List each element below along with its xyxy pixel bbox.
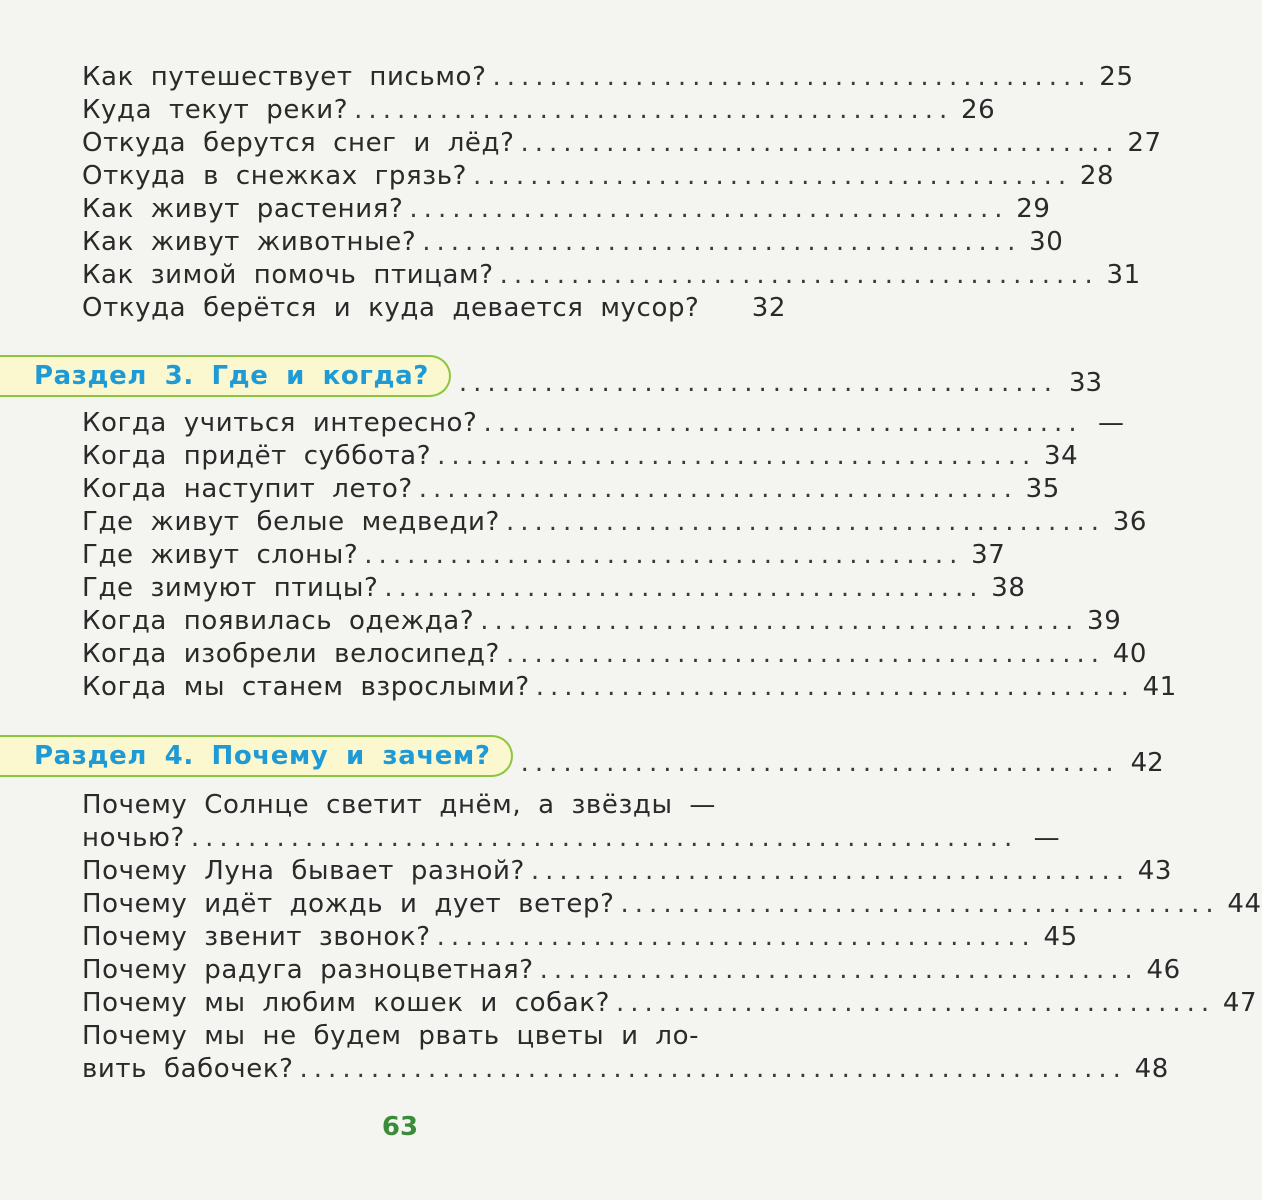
toc-leader-dots: .......................................... xyxy=(505,639,1106,669)
toc-leader-dots: .......................................... xyxy=(409,194,1009,224)
toc-entry-title: Когда учиться интересно? xyxy=(82,408,478,438)
toc-entry-page: 34 xyxy=(1043,441,1079,471)
toc-leader-dots: .......................................... xyxy=(616,988,1216,1018)
toc-entry-title: Почему мы любим кошек и собак? xyxy=(82,988,611,1018)
toc-entry-title: Когда мы станем взрослыми? xyxy=(82,672,530,702)
section-3-page: 33 xyxy=(1068,368,1103,398)
toc-entry[interactable] xyxy=(82,635,1148,669)
toc-entry-page: 35 xyxy=(1025,474,1060,504)
toc-leader-dots: .......................................... xyxy=(436,922,1036,952)
section-3-heading[interactable] xyxy=(0,354,1103,398)
toc-entry-page: 27 xyxy=(1127,128,1162,158)
toc-entry-title: Где зимуют птицы? xyxy=(82,573,379,603)
section-4-title: Раздел 4. Почему и зачем? xyxy=(0,735,513,777)
page-number: 63 xyxy=(381,1112,419,1142)
toc-entry-page: 40 xyxy=(1112,639,1148,669)
toc-entry-page: 48 xyxy=(1134,1054,1169,1084)
toc-entry-page: 32 xyxy=(751,293,786,323)
toc-entry[interactable] xyxy=(82,786,786,820)
toc-entry-page: 43 xyxy=(1137,856,1173,886)
toc-entry-page: 26 xyxy=(961,95,996,125)
toc-entry-title: Когда придёт суббота? xyxy=(82,441,432,471)
toc-entry[interactable] xyxy=(82,91,996,125)
toc-leader-dots: .......................................... xyxy=(499,260,1099,290)
toc-entry[interactable] xyxy=(82,885,1262,919)
toc-entry-page: 30 xyxy=(1029,227,1064,257)
toc-entry-page: — xyxy=(1033,823,1061,853)
toc-entry-page: 39 xyxy=(1087,606,1122,636)
toc-entry-title: Куда текут реки? xyxy=(82,95,349,125)
toc-entry[interactable] xyxy=(82,256,1141,290)
toc-leader-dots: .......................................... xyxy=(458,368,1059,398)
toc-entry-title: Где живут белые медведи? xyxy=(82,507,500,537)
toc-entry-title: Как живут животные? xyxy=(82,227,417,257)
toc-entry-title: Когда появилась одежда? xyxy=(82,606,475,636)
toc-leader-dots: .......................................... xyxy=(418,474,1018,504)
toc-entry-title: Как живут растения? xyxy=(82,194,404,224)
toc-entry[interactable] xyxy=(82,1050,1169,1084)
toc-entry-page: 25 xyxy=(1099,62,1134,92)
toc-entry[interactable] xyxy=(82,223,1064,257)
toc-leader-dots: .......................................... xyxy=(535,672,1135,702)
toc-entry[interactable] xyxy=(82,951,1181,985)
toc-entry-title: Почему идёт дождь и дует ветер? xyxy=(82,889,615,919)
toc-leader-dots: .......................................... xyxy=(364,540,964,570)
toc-entry-page: 28 xyxy=(1079,161,1115,191)
toc-entry-page: 45 xyxy=(1043,922,1078,952)
toc-leader-dots: .......................................... xyxy=(520,128,1120,158)
toc-leader-dots: .......................................... xyxy=(620,889,1220,919)
toc-entry[interactable] xyxy=(82,852,1173,886)
toc-entry[interactable] xyxy=(82,190,1051,224)
toc-entry-title: Когда изобрели велосипед? xyxy=(82,639,500,669)
toc-entry-title: Когда наступит лето? xyxy=(82,474,413,504)
toc-entry[interactable] xyxy=(82,984,1258,1018)
section-4-page: 42 xyxy=(1130,748,1164,778)
toc-entry-page: 31 xyxy=(1106,260,1141,290)
toc-entry[interactable] xyxy=(82,470,1060,504)
toc-entry-page: — xyxy=(1097,408,1125,438)
toc-entry-page: 38 xyxy=(991,573,1026,603)
toc-entry[interactable] xyxy=(82,58,1134,92)
toc-leader-dots: .......................................... xyxy=(354,95,954,125)
toc-leader-dots: .......................................... xyxy=(492,62,1092,92)
toc-entry[interactable] xyxy=(82,819,1061,853)
toc-leader-dots: .......................................... xyxy=(422,227,1022,257)
toc-entry[interactable] xyxy=(82,503,1148,537)
toc-entry-title: Почему Луна бывает разной? xyxy=(82,856,525,886)
toc-entry-page: 37 xyxy=(971,540,1006,570)
toc-leader-dots: .......................................... xyxy=(530,856,1131,886)
toc-leader-dots: .......................................... xyxy=(473,161,1073,191)
toc-entry[interactable] xyxy=(82,289,786,323)
toc-entry-title: Почему мы не будем рвать цветы и ло- xyxy=(82,1021,700,1051)
toc-entry-page: 29 xyxy=(1016,194,1051,224)
toc-entry[interactable] xyxy=(82,1017,786,1051)
section-4-heading[interactable] xyxy=(0,734,1164,778)
toc-entry[interactable] xyxy=(82,124,1162,158)
toc-entry-title: Откуда берутся снег и лёд? xyxy=(82,128,515,158)
toc-entry-title: Как зимой помочь птицам? xyxy=(82,260,494,290)
toc-entry[interactable] xyxy=(82,536,1006,570)
toc-leader-dots: .......................................... xyxy=(437,441,1037,471)
toc-entry-page: 46 xyxy=(1146,955,1181,985)
toc-leader-dots: .......................................... xyxy=(520,748,1120,778)
toc-leader-dots: .......................................... xyxy=(480,606,1080,636)
toc-entry-title: Почему радуга разноцветная? xyxy=(82,955,534,985)
toc-entry[interactable] xyxy=(82,602,1122,636)
toc-entry-title: Как путешествует письмо? xyxy=(82,62,487,92)
toc-entry[interactable] xyxy=(82,437,1079,471)
toc-leader-dots: .......................................... xyxy=(384,573,984,603)
toc-entry[interactable] xyxy=(82,404,1125,438)
toc-entry-title: вить бабочек? xyxy=(82,1054,294,1084)
section-3-title: Раздел 3. Где и когда? xyxy=(0,355,451,397)
toc-entry-page: 44 xyxy=(1227,889,1262,919)
toc-leader-dots: .......................................................... xyxy=(299,1054,1127,1084)
toc-entry[interactable] xyxy=(82,569,1026,603)
toc-entry-title: Откуда в снежках грязь? xyxy=(82,161,468,191)
toc-entry-title: ночью? xyxy=(82,823,185,853)
toc-entry-page: 41 xyxy=(1142,672,1177,702)
toc-entry[interactable] xyxy=(82,918,1078,952)
toc-leader-dots: .......................................... xyxy=(505,507,1106,537)
toc-leader-dots: .......................................... xyxy=(483,408,1083,438)
toc-entry-title: Где живут слоны? xyxy=(82,540,359,570)
toc-entry[interactable] xyxy=(82,157,1115,191)
toc-entry[interactable] xyxy=(82,668,1177,702)
toc-entry-title: Откуда берётся и куда девается мусор? xyxy=(82,293,700,323)
toc-entry-page: 36 xyxy=(1112,507,1148,537)
toc-entry-page: 47 xyxy=(1222,988,1258,1018)
toc-leader-dots: .......................................... xyxy=(539,955,1139,985)
toc-entry-title: Почему звенит звонок? xyxy=(82,922,431,952)
toc-leader-dots: .......................................................... xyxy=(190,823,1019,853)
toc-entry-title: Почему Солнце светит днём, а звёзды — xyxy=(82,790,717,820)
